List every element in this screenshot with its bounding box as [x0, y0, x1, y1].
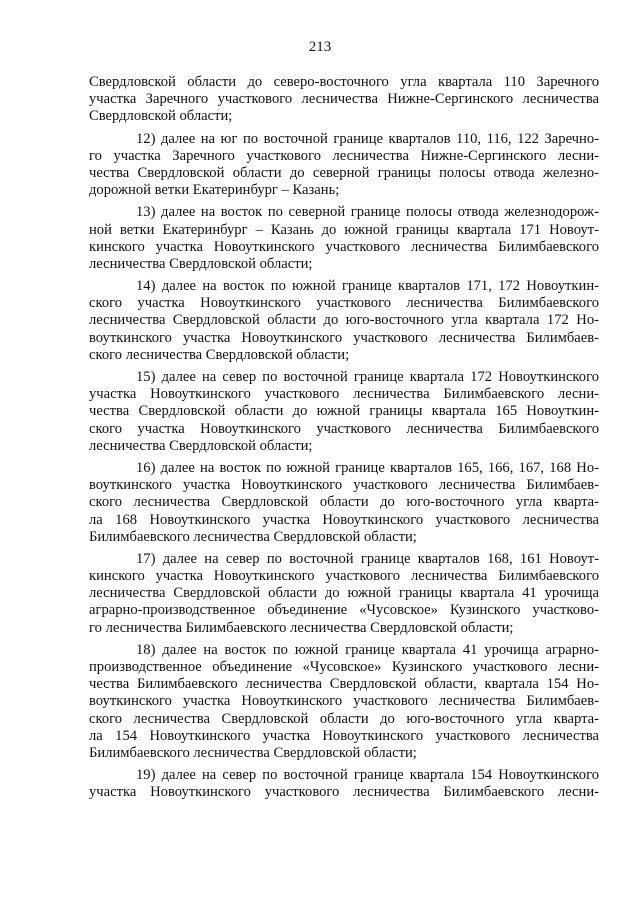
text-line: 19) далее на север по восточной границе квартала 154 Новоуткинского — [136, 767, 599, 784]
paragraph — [89, 551, 599, 637]
text-line: воуткинского участка Новоуткинского участкового лесничества Билимбаев- — [89, 329, 599, 346]
text-line: аграрно-производственное объединение «Чусовское» Кузинского участково- — [89, 602, 599, 619]
paragraph — [89, 204, 599, 273]
page-number: 213 — [308, 39, 332, 55]
text-line: 16) далее на восток по южной границе кварталов 165, 166, 167, 168 Но- — [136, 459, 599, 476]
text-line: участка Новоуткинского участкового лесничества Билимбаевского лесни- — [89, 386, 599, 403]
text-line: кинского участка Новоуткинского участкового лесничества Билимбаевского — [89, 568, 599, 585]
text-line: ла 154 Новоуткинского участка Новоуткинского участкового лесничества — [89, 727, 599, 744]
paragraph — [89, 74, 599, 126]
text-line: го лесничества Билимбаевского лесничества Свердловской области; — [89, 619, 514, 636]
document-body — [89, 74, 599, 807]
text-line: чества Билимбаевского лесничества Свердловской области, квартала 154 Но- — [89, 676, 599, 693]
paragraph — [89, 642, 599, 762]
text-line: ла 168 Новоуткинского участка Новоуткинского участкового лесничества — [89, 511, 599, 528]
text-line: лесничества Свердловской области; — [89, 255, 313, 272]
text-line: лесничества Свердловской области; — [89, 437, 313, 454]
text-line: 14) далее на восток по южной границе кварталов 171, 172 Новоуткин- — [136, 278, 599, 295]
text-line: ского участка Новоуткинского участкового лесничества Билимбаевского — [89, 295, 599, 312]
text-line: ского лесничества Свердловской области; — [89, 346, 350, 363]
text-line: 13) далее на восток по северной границе полосы отвода железнодорож- — [136, 204, 599, 221]
text-line: 15) далее на север по восточной границе квартала 172 Новоуткинского — [136, 369, 599, 385]
paragraph — [89, 278, 599, 364]
text-line: чества Свердловской области до северной границы полосы отвода железно- — [89, 164, 599, 181]
text-line: дорожной ветки Екатеринбург – Казань; — [89, 182, 340, 199]
text-line: чества Свердловской области до южной границы квартала 165 Новоуткин- — [89, 403, 599, 420]
text-line: лесничества Свердловской области до южной границы квартала 41 урочища — [89, 585, 599, 602]
text-line: Билимбаевского лесничества Свердловской области; — [89, 528, 417, 545]
text-line: ского участка Новоуткинского участкового лесничества Билимбаевского — [89, 420, 599, 437]
text-line: ной ветки Екатеринбург – Казань до южной границы квартала 171 Новоут- — [89, 221, 599, 238]
paragraph — [89, 369, 599, 455]
text-line: участка Новоуткинского участкового лесничества Билимбаевского лесни- — [89, 784, 599, 801]
text-line: 17) далее на север по восточной границе кварталов 168, 161 Новоут- — [136, 550, 599, 567]
text-line: Билимбаевского лесничества Свердловской области; — [89, 744, 417, 761]
text-line: Свердловской области; — [89, 108, 233, 125]
text-line: 18) далее на восток по южной границе квартала 41 урочища аграрно- — [136, 641, 599, 658]
text-line: лесничества Свердловской области до юго-восточного угла квартала 172 Но- — [89, 312, 599, 329]
text-line: воуткинского участка Новоуткинского участкового лесничества Билимбаев- — [89, 477, 599, 494]
paragraph — [89, 131, 599, 200]
text-line: производственное объединение «Чусовское» Кузинского участкового лесни- — [89, 659, 599, 675]
text-line: участка Заречного участкового лесничества Нижне-Сергинского лесничества — [89, 91, 599, 108]
text-line: Свердловской области до северо-восточного угла квартала 110 Заречного — [89, 74, 599, 90]
text-line: кинского участка Новоуткинского участкового лесничества Билимбаевского — [89, 238, 599, 255]
text-line: го участка Заречного участкового лесничества Нижне-Сергинского лесни- — [89, 147, 599, 164]
text-line: воуткинского участка Новоуткинского участкового лесничества Билимбаев- — [89, 693, 599, 710]
text-line: 12) далее на юг по восточной границе кварталов 110, 116, 122 Заречно- — [136, 130, 599, 147]
paragraph — [89, 767, 599, 801]
paragraph — [89, 460, 599, 546]
text-line: ского лесничества Свердловской области до юго-восточного угла кварта- — [89, 710, 599, 727]
text-line: ского лесничества Свердловской области до юго-восточного угла кварта- — [89, 494, 599, 511]
